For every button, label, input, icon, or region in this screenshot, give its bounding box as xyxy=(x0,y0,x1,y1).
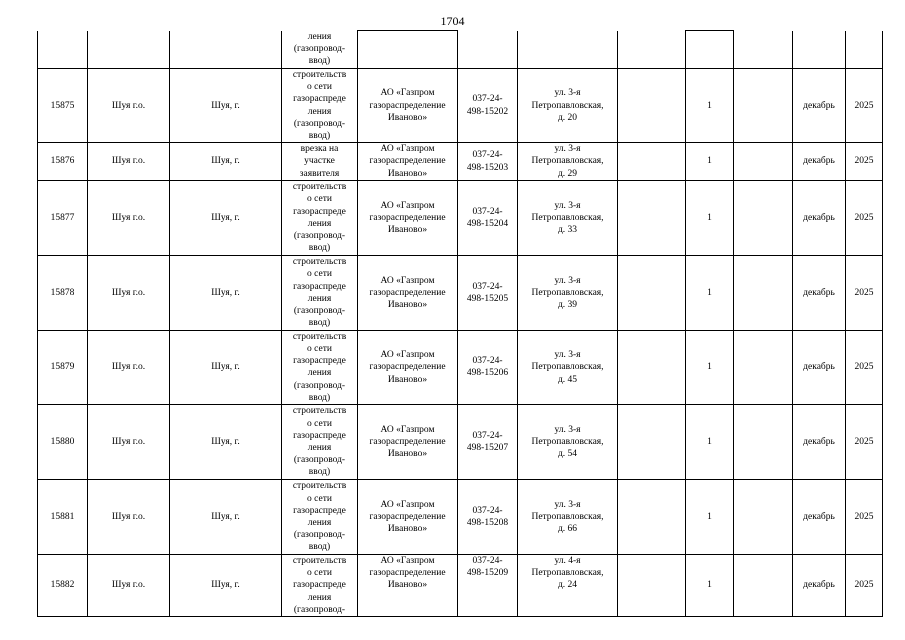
district-cell: Шуя г.о. xyxy=(88,143,170,181)
month-cell: декабрь xyxy=(793,69,846,143)
owner-cell: АО «Газпром газораспределение Иваново» xyxy=(358,255,458,330)
address-cell: ул. 3-я Петропавловская, д. 20 xyxy=(518,69,618,143)
owner-cell: АО «Газпром газораспределение Иваново» xyxy=(358,405,458,480)
empty-cell xyxy=(618,480,686,555)
empty-cell xyxy=(618,555,686,617)
object-type-cell: ления (газопровод- ввод) xyxy=(282,31,358,69)
owner-cell: АО «Газпром газораспределение Иваново» xyxy=(358,480,458,555)
year-cell: 2025 xyxy=(846,330,883,404)
year-cell: 2025 xyxy=(846,480,883,555)
count-cell: 1 xyxy=(686,255,734,330)
locality-cell: Шуя, г. xyxy=(170,405,282,480)
table-row xyxy=(38,480,883,555)
count-cell: 1 xyxy=(686,330,734,404)
empty-cell xyxy=(618,180,686,255)
code-cell: 037-24- 498-15205 xyxy=(458,255,518,330)
row-number-cell: 15877 xyxy=(38,180,88,255)
locality-cell: Шуя, г. xyxy=(170,69,282,143)
count-cell: 1 xyxy=(686,555,734,617)
row-number-cell: 15879 xyxy=(38,330,88,404)
object-type-cell: строительств о сети газораспреде ления (газопровод- ввод) xyxy=(282,255,358,330)
month-cell: декабрь xyxy=(793,405,846,480)
table-row xyxy=(38,405,883,480)
address-cell: ул. 3-я Петропавловская, д. 45 xyxy=(518,330,618,404)
month-cell: декабрь xyxy=(793,330,846,404)
year-cell: 2025 xyxy=(846,143,883,181)
district-cell: Шуя г.о. xyxy=(88,330,170,404)
district-cell: Шуя г.о. xyxy=(88,180,170,255)
registry-table xyxy=(37,30,883,617)
empty-cell xyxy=(734,69,793,143)
locality-cell: Шуя, г. xyxy=(170,180,282,255)
object-type-cell: строительств о сети газораспреде ления (газопровод- ввод) xyxy=(282,405,358,480)
district-cell: Шуя г.о. xyxy=(88,555,170,617)
locality-cell: Шуя, г. xyxy=(170,143,282,181)
month-cell: декабрь xyxy=(793,255,846,330)
table-row xyxy=(38,330,883,404)
object-type-cell: строительств о сети газораспреде ления (газопровод- ввод) xyxy=(282,330,358,404)
row-number-cell: 15880 xyxy=(38,405,88,480)
empty-cell xyxy=(734,255,793,330)
table-row xyxy=(38,69,883,143)
empty-cell xyxy=(734,555,793,617)
district-cell: Шуя г.о. xyxy=(88,480,170,555)
district-cell: Шуя г.о. xyxy=(88,69,170,143)
code-cell: 037-24- 498-15209 xyxy=(458,555,518,617)
row-number-cell: 15881 xyxy=(38,480,88,555)
row-number-cell: 15878 xyxy=(38,255,88,330)
object-type-cell: строительств о сети газораспреде ления (газопровод- ввод) xyxy=(282,180,358,255)
count-cell: 1 xyxy=(686,480,734,555)
year-cell: 2025 xyxy=(846,255,883,330)
empty-cell xyxy=(618,69,686,143)
locality-cell: Шуя, г. xyxy=(170,480,282,555)
code-cell: 037-24- 498-15208 xyxy=(458,480,518,555)
address-cell: ул. 3-я Петропавловская, д. 29 xyxy=(518,143,618,181)
count-cell: 1 xyxy=(686,180,734,255)
empty-cell xyxy=(734,180,793,255)
count-cell: 1 xyxy=(686,69,734,143)
owner-cell: АО «Газпром газораспределение Иваново» xyxy=(358,69,458,143)
month-cell: декабрь xyxy=(793,555,846,617)
code-cell: 037-24- 498-15206 xyxy=(458,330,518,404)
locality-cell: Шуя, г. xyxy=(170,555,282,617)
empty-cell xyxy=(734,405,793,480)
empty-cell xyxy=(734,143,793,181)
empty-cell xyxy=(618,330,686,404)
code-cell: 037-24- 498-15207 xyxy=(458,405,518,480)
table-row xyxy=(38,143,883,181)
count-cell: 1 xyxy=(686,143,734,181)
district-cell: Шуя г.о. xyxy=(88,405,170,480)
year-cell: 2025 xyxy=(846,405,883,480)
address-cell: ул. 3-я Петропавловская, д. 39 xyxy=(518,255,618,330)
owner-cell: АО «Газпром газораспределение Иваново» xyxy=(358,143,458,181)
continuation-row xyxy=(38,31,883,69)
month-cell: декабрь xyxy=(793,143,846,181)
count-cell: 1 xyxy=(686,405,734,480)
code-cell: 037-24- 498-15204 xyxy=(458,180,518,255)
object-type-cell: врезка на участке заявителя xyxy=(282,143,358,181)
empty-cell xyxy=(734,480,793,555)
code-cell: 037-24- 498-15203 xyxy=(458,143,518,181)
address-cell: ул. 3-я Петропавловская, д. 54 xyxy=(518,405,618,480)
object-type-cell: строительств о сети газораспреде ления (газопровод- ввод) xyxy=(282,480,358,555)
district-cell: Шуя г.о. xyxy=(88,255,170,330)
owner-cell: АО «Газпром газораспределение Иваново» xyxy=(358,330,458,404)
address-cell: ул. 4-я Петропавловская, д. 24 xyxy=(518,555,618,617)
empty-cell xyxy=(618,255,686,330)
owner-cell xyxy=(358,31,458,69)
year-cell: 2025 xyxy=(846,69,883,143)
table-row xyxy=(38,180,883,255)
empty-cell xyxy=(618,143,686,181)
code-cell: 037-24- 498-15202 xyxy=(458,69,518,143)
month-cell: декабрь xyxy=(793,180,846,255)
page-number: 1704 xyxy=(440,14,465,28)
address-cell: ул. 3-я Петропавловская, д. 66 xyxy=(518,480,618,555)
object-type-cell: строительств о сети газораспреде ления (газопровод- ввод) xyxy=(282,69,358,143)
owner-cell: АО «Газпром газораспределение Иваново» xyxy=(358,555,458,617)
owner-cell: АО «Газпром газораспределение Иваново» xyxy=(358,180,458,255)
table-row xyxy=(38,555,883,617)
address-cell: ул. 3-я Петропавловская, д. 33 xyxy=(518,180,618,255)
month-cell: декабрь xyxy=(793,480,846,555)
locality-cell: Шуя, г. xyxy=(170,330,282,404)
year-cell: 2025 xyxy=(846,555,883,617)
row-number-cell: 15882 xyxy=(38,555,88,617)
table-row xyxy=(38,255,883,330)
empty-cell xyxy=(734,330,793,404)
row-number-cell: 15876 xyxy=(38,143,88,181)
year-cell: 2025 xyxy=(846,180,883,255)
row-number-cell: 15875 xyxy=(38,69,88,143)
object-type-cell: строительств о сети газораспреде ления (газопровод- xyxy=(282,555,358,617)
locality-cell: Шуя, г. xyxy=(170,255,282,330)
empty-cell xyxy=(618,405,686,480)
